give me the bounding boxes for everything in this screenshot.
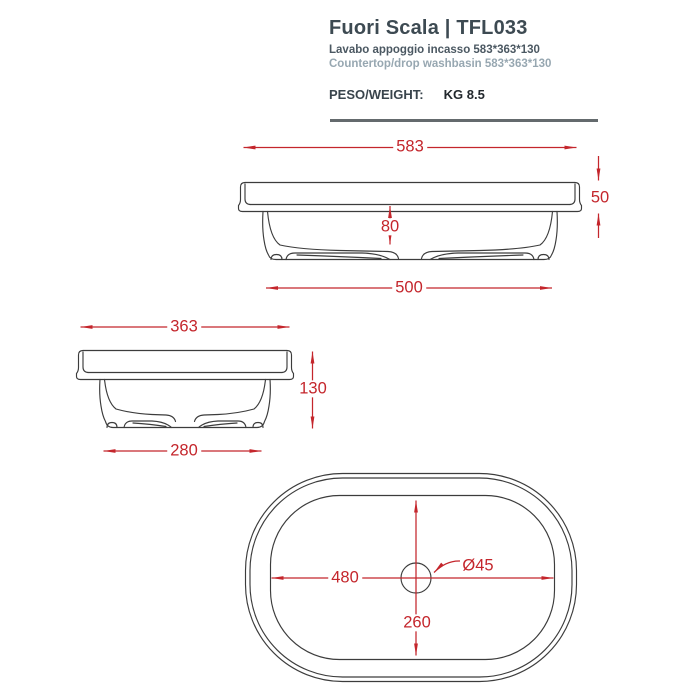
front-left-foot-inner <box>297 255 381 259</box>
front-bowl-right <box>422 212 553 259</box>
sheet-title: Fuori Scala | TFL033 <box>329 17 528 39</box>
weight-label: PESO/WEIGHT: <box>329 87 424 103</box>
front-bowl-depth-label: 80 <box>378 218 402 235</box>
front-rim-right-cap <box>570 184 575 205</box>
side-bowl-left <box>105 380 176 422</box>
side-base-depth-label: 280 <box>167 442 201 459</box>
front-rim-outline <box>239 183 582 212</box>
side-rim-outline <box>77 351 294 380</box>
side-rim-right-cap <box>282 352 287 373</box>
side-overall-depth-label: 363 <box>167 318 201 335</box>
drain-diameter-leader <box>434 561 460 573</box>
side-left-foot-inner <box>133 423 166 427</box>
front-rim-height-label: 50 <box>590 188 610 207</box>
side-body-outline <box>100 380 271 428</box>
description-italian: Lavabo appoggio incasso 583*363*130 <box>329 44 540 56</box>
front-body-outline <box>263 212 558 260</box>
drain-diameter-label: Ø45 <box>462 556 494 575</box>
front-overall-width-label: 583 <box>393 138 427 155</box>
front-right-foot-inner <box>439 255 523 259</box>
weight-value: KG 8.5 <box>443 87 485 103</box>
side-right-foot-inner <box>204 423 237 427</box>
front-view-drawing <box>239 183 582 260</box>
description-english: Countertop/drop washbasin 583*363*130 <box>329 58 552 71</box>
plan-inner-length-label: 480 <box>328 569 362 586</box>
side-rim-left-cap <box>83 352 88 373</box>
front-base-width-label: 500 <box>392 279 426 296</box>
front-rim-left-cap <box>245 184 250 205</box>
side-view-drawing <box>77 351 294 428</box>
plan-inner-width-label: 260 <box>400 614 434 631</box>
side-bowl-right <box>195 380 266 422</box>
side-overall-height-label: 130 <box>296 380 330 397</box>
